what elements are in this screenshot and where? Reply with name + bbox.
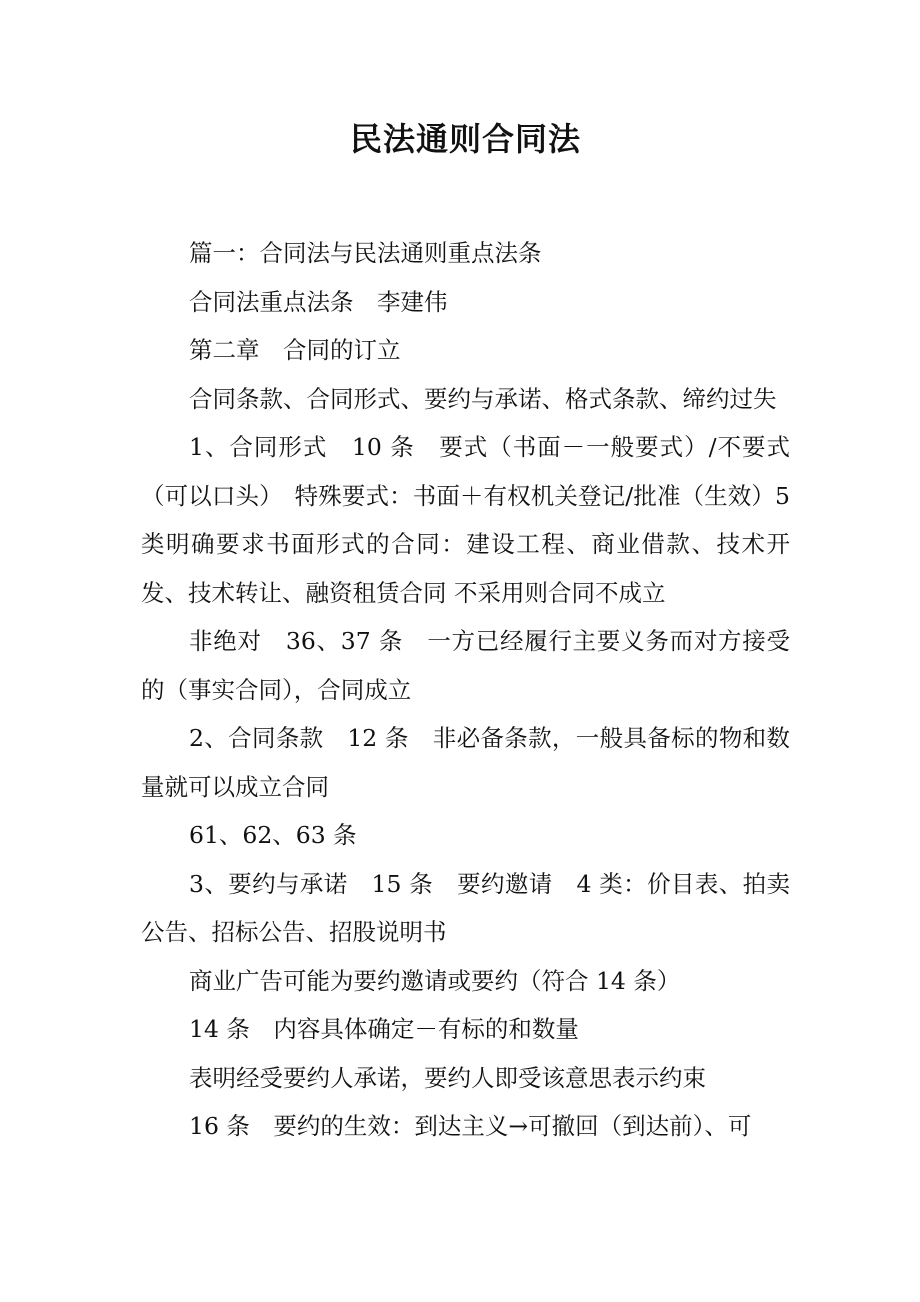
paragraph: 2、合同条款 12 条 非必备条款，一般具备标的物和数量就可以成立合同 xyxy=(141,724,790,801)
paragraph: 1、合同形式 10 条 要式（书面－一般要式）/不要式（可以口头） 特殊要式：书面＋有权机关登记/批准（生效）5 类明确要求书面形式的合同：建设工程、商业借款、技术开发、技术转让、融资租赁合同 不采用则合同不成立 xyxy=(141,433,798,607)
paragraph: 非绝对 36、37 条 一方已经履行主要义务而对方接受的（事实合同），合同成立 xyxy=(141,627,790,704)
document-title: 民法通则合同法 xyxy=(349,120,581,158)
paragraph: 61、62、63 条 xyxy=(189,821,357,849)
document-body xyxy=(141,229,798,1151)
paragraph: 合同法重点法条 李建伟 xyxy=(189,287,448,316)
paragraph: 篇一：合同法与民法通则重点法条 xyxy=(189,239,542,267)
chapter-heading: 第二章 合同的订立 xyxy=(189,336,401,364)
paragraph: 表明经受要约人承诺，要约人即受该意思表示约束 xyxy=(189,1063,706,1092)
paragraph: 商业广告可能为要约邀请或要约（符合 14 条） xyxy=(189,966,681,995)
paragraph: 14 条 内容具体确定－有标的和数量 xyxy=(189,1015,579,1043)
paragraph: 3、要约与承诺 15 条 要约邀请 4 类：价目表、拍卖公告、招标公告、招股说明书 xyxy=(141,869,790,946)
paragraph: 16 条 要约的生效：到达主义→可撤回（到达前）、可 xyxy=(189,1112,752,1140)
paragraph: 合同条款、合同形式、要约与承诺、格式条款、缔约过失 xyxy=(189,384,777,413)
